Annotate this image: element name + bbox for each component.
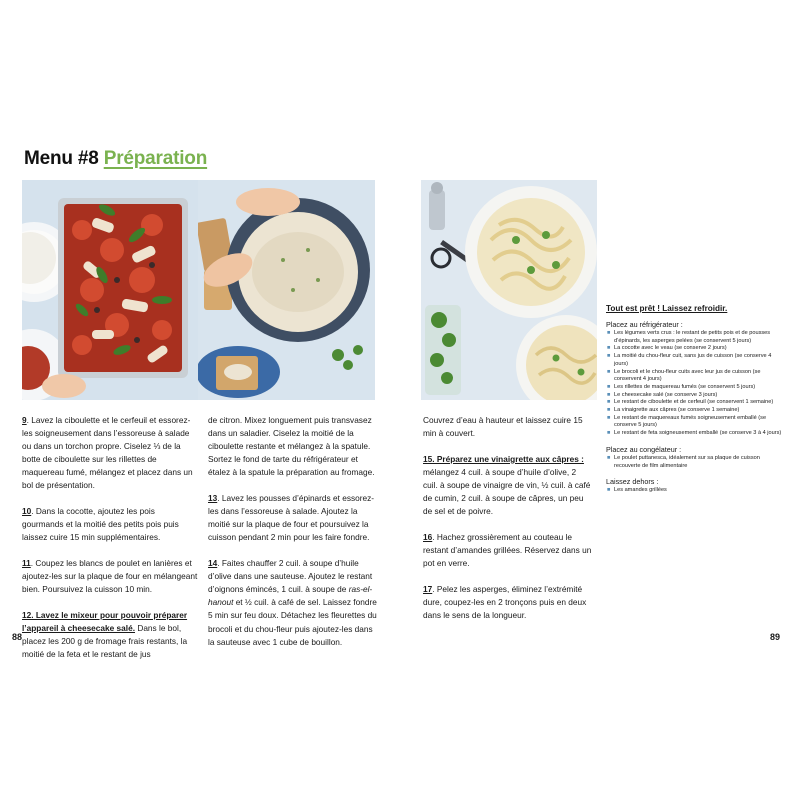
list-item: ■ Le poulet puttanesca, idéalement sur sa plaque de cuisson recouverte de film alimentaire: [607, 454, 760, 469]
list-item: ■ Le cheesecake salé (se conserve 3 jours): [607, 391, 718, 398]
instructions-column-3: [423, 414, 593, 635]
photo-cheese-dip: [198, 180, 375, 400]
instructions-column-2: [208, 414, 378, 661]
bullet-icon: ■: [607, 345, 611, 352]
bullet-icon: ■: [607, 430, 611, 437]
list-item: ■ Les amandes grillées: [607, 487, 667, 494]
fridge-list: [606, 330, 786, 438]
step-15: 15. Préparez une vinaigrette aux câpres : mélangez 4 cuil. à soupe d’huile d’olive, 2 cuil. à soupe de vinaigre de vin, ½ cuil. à café de cumin, 2 cuil. à soupe de câpres, un peu de sel et de poivre.: [423, 453, 591, 517]
step-11: 11. Coupez les blancs de poulet en lanières et ajoutez-les sur la plaque de four en mélangeant bien. Poursuivez la cuisson 10 min.: [22, 558, 198, 595]
photo-chicken-tray: [22, 180, 198, 400]
list-item: ■ Le restant de ciboulette et de cerfeuil (se conservent 1 semaine): [607, 399, 774, 406]
sidebar-title: Tout est prêt ! Laissez refroidir.: [606, 304, 728, 313]
section-heading-outside: Laissez dehors :: [606, 477, 659, 487]
list-item: ■ La cocotte avec le veau (se conserve 2 jours): [607, 345, 727, 352]
bullet-icon: ■: [607, 407, 611, 414]
bullet-icon: ■: [607, 353, 611, 360]
photo-pasta-bowls: [421, 180, 597, 400]
bullet-icon: ■: [607, 330, 611, 336]
outside-list: [606, 487, 786, 495]
list-item: ■ Les légumes verts crus : le restant de petits pois et de pousses d’épinards, les asperges pelées (se conservent 5 jours): [607, 330, 771, 344]
bullet-icon: ■: [607, 414, 611, 421]
step-12-continued: de citron. Mixez longuement puis transvasez dans un saladier. Ciselez la moitié de la ciboulette restante et mélangez à la spatule. Sortez le fond de tarte du réfrigérateur et étalez à la spatule la préparation au fromage.: [208, 415, 375, 478]
step-12: 12. Lavez le mixeur pour pouvoir préparer l’appareil à cheesecake salé. Dans le bol, placez les 200 g de fromage frais restants, la moitié de la feta et le restant de jus: [22, 609, 188, 660]
bullet-icon: ■: [607, 399, 611, 406]
page-number-left: 88: [12, 632, 23, 642]
step-17: 17. Pelez les asperges, éliminez l’extrémité dure, coupez-les en 2 tronçons puis en deux dans le sens de la longueur.: [423, 583, 587, 620]
page-number-right: 89: [770, 632, 781, 642]
title-prefix: Menu #8: [24, 148, 99, 169]
page-title: [24, 148, 207, 170]
step-9: 9. Lavez la ciboulette et le cerfeuil et essorez-les soigneusement dans l’essoreuse à salade ou dans un torchon propre. Ciselez ⅓ de la botte de ciboulette sur les rillettes de maquereau fumé, mélangez et placez dans un bol de présentation.: [22, 415, 193, 491]
bullet-icon: ■: [607, 383, 611, 390]
list-item: ■ Le restant de feta soigneusement emballé (se conserve 3 à 4 jours): [607, 430, 782, 437]
title-accent: Préparation: [103, 148, 208, 169]
section-heading-freezer: Placez au congélateur :: [606, 444, 682, 454]
step-14: 14. Faites chauffer 2 cuil. à soupe d’huile d’olive dans une sauteuse. Ajoutez le restant d’oignons émincés, 1 cuil. à soupe de ras-el-hanout et ½ cuil. à café de sel. Laissez fondre 5 min sur feu doux. Détachez les fleurettes du brocoli et du chou-fleur puis ajoutez-les dans la sauteuse avec 1 cube de bouillon.: [208, 558, 377, 647]
list-item: ■ Le brocoli et le chou-fleur cuits avec leur jus de cuisson (se conservent 4 jours): [607, 368, 761, 383]
list-item: ■ Les rillettes de maquereau fumés (se conservent 5 jours): [607, 383, 756, 390]
bullet-icon: ■: [607, 391, 611, 398]
list-item: ■ Le restant de maquereaux fumés soigneusement emballé (se conserve 5 jours): [607, 414, 767, 429]
instructions-column-1: [22, 414, 198, 674]
bullet-icon: ■: [607, 454, 611, 461]
freezer-list: [606, 455, 786, 470]
bullet-icon: ■: [607, 368, 611, 375]
step-10: 10. Dans la cocotte, ajoutez les pois gourmands et la moitié des petits pois puis laissez cuire 15 min supplémentaires.: [22, 506, 179, 543]
bullet-icon: ■: [607, 487, 611, 494]
storage-sidebar: [606, 304, 786, 502]
list-item: ■ La moitié du chou-fleur cuit, sans jus de cuisson (se conserve 4 jours): [607, 353, 772, 367]
list-item: ■ La vinaigrette aux câpres (se conserve 1 semaine): [607, 407, 740, 414]
section-heading-fridge: Placez au réfrigérateur :: [606, 320, 683, 329]
step-14-continued: Couvrez d’eau à hauteur et laissez cuire 15 min à couvert.: [423, 415, 583, 439]
step-13: 13. Lavez les pousses d’épinards et essorez-les dans l’essoreuse à salade. Ajoutez la moitié sur la plaque de four et poursuivez la cuisson pendant 2 min pour les faire fondre.: [208, 493, 375, 543]
step-16: 16. Hachez grossièrement au couteau le restant d’amandes grillées. Réservez dans un pot en verre.: [423, 531, 592, 569]
